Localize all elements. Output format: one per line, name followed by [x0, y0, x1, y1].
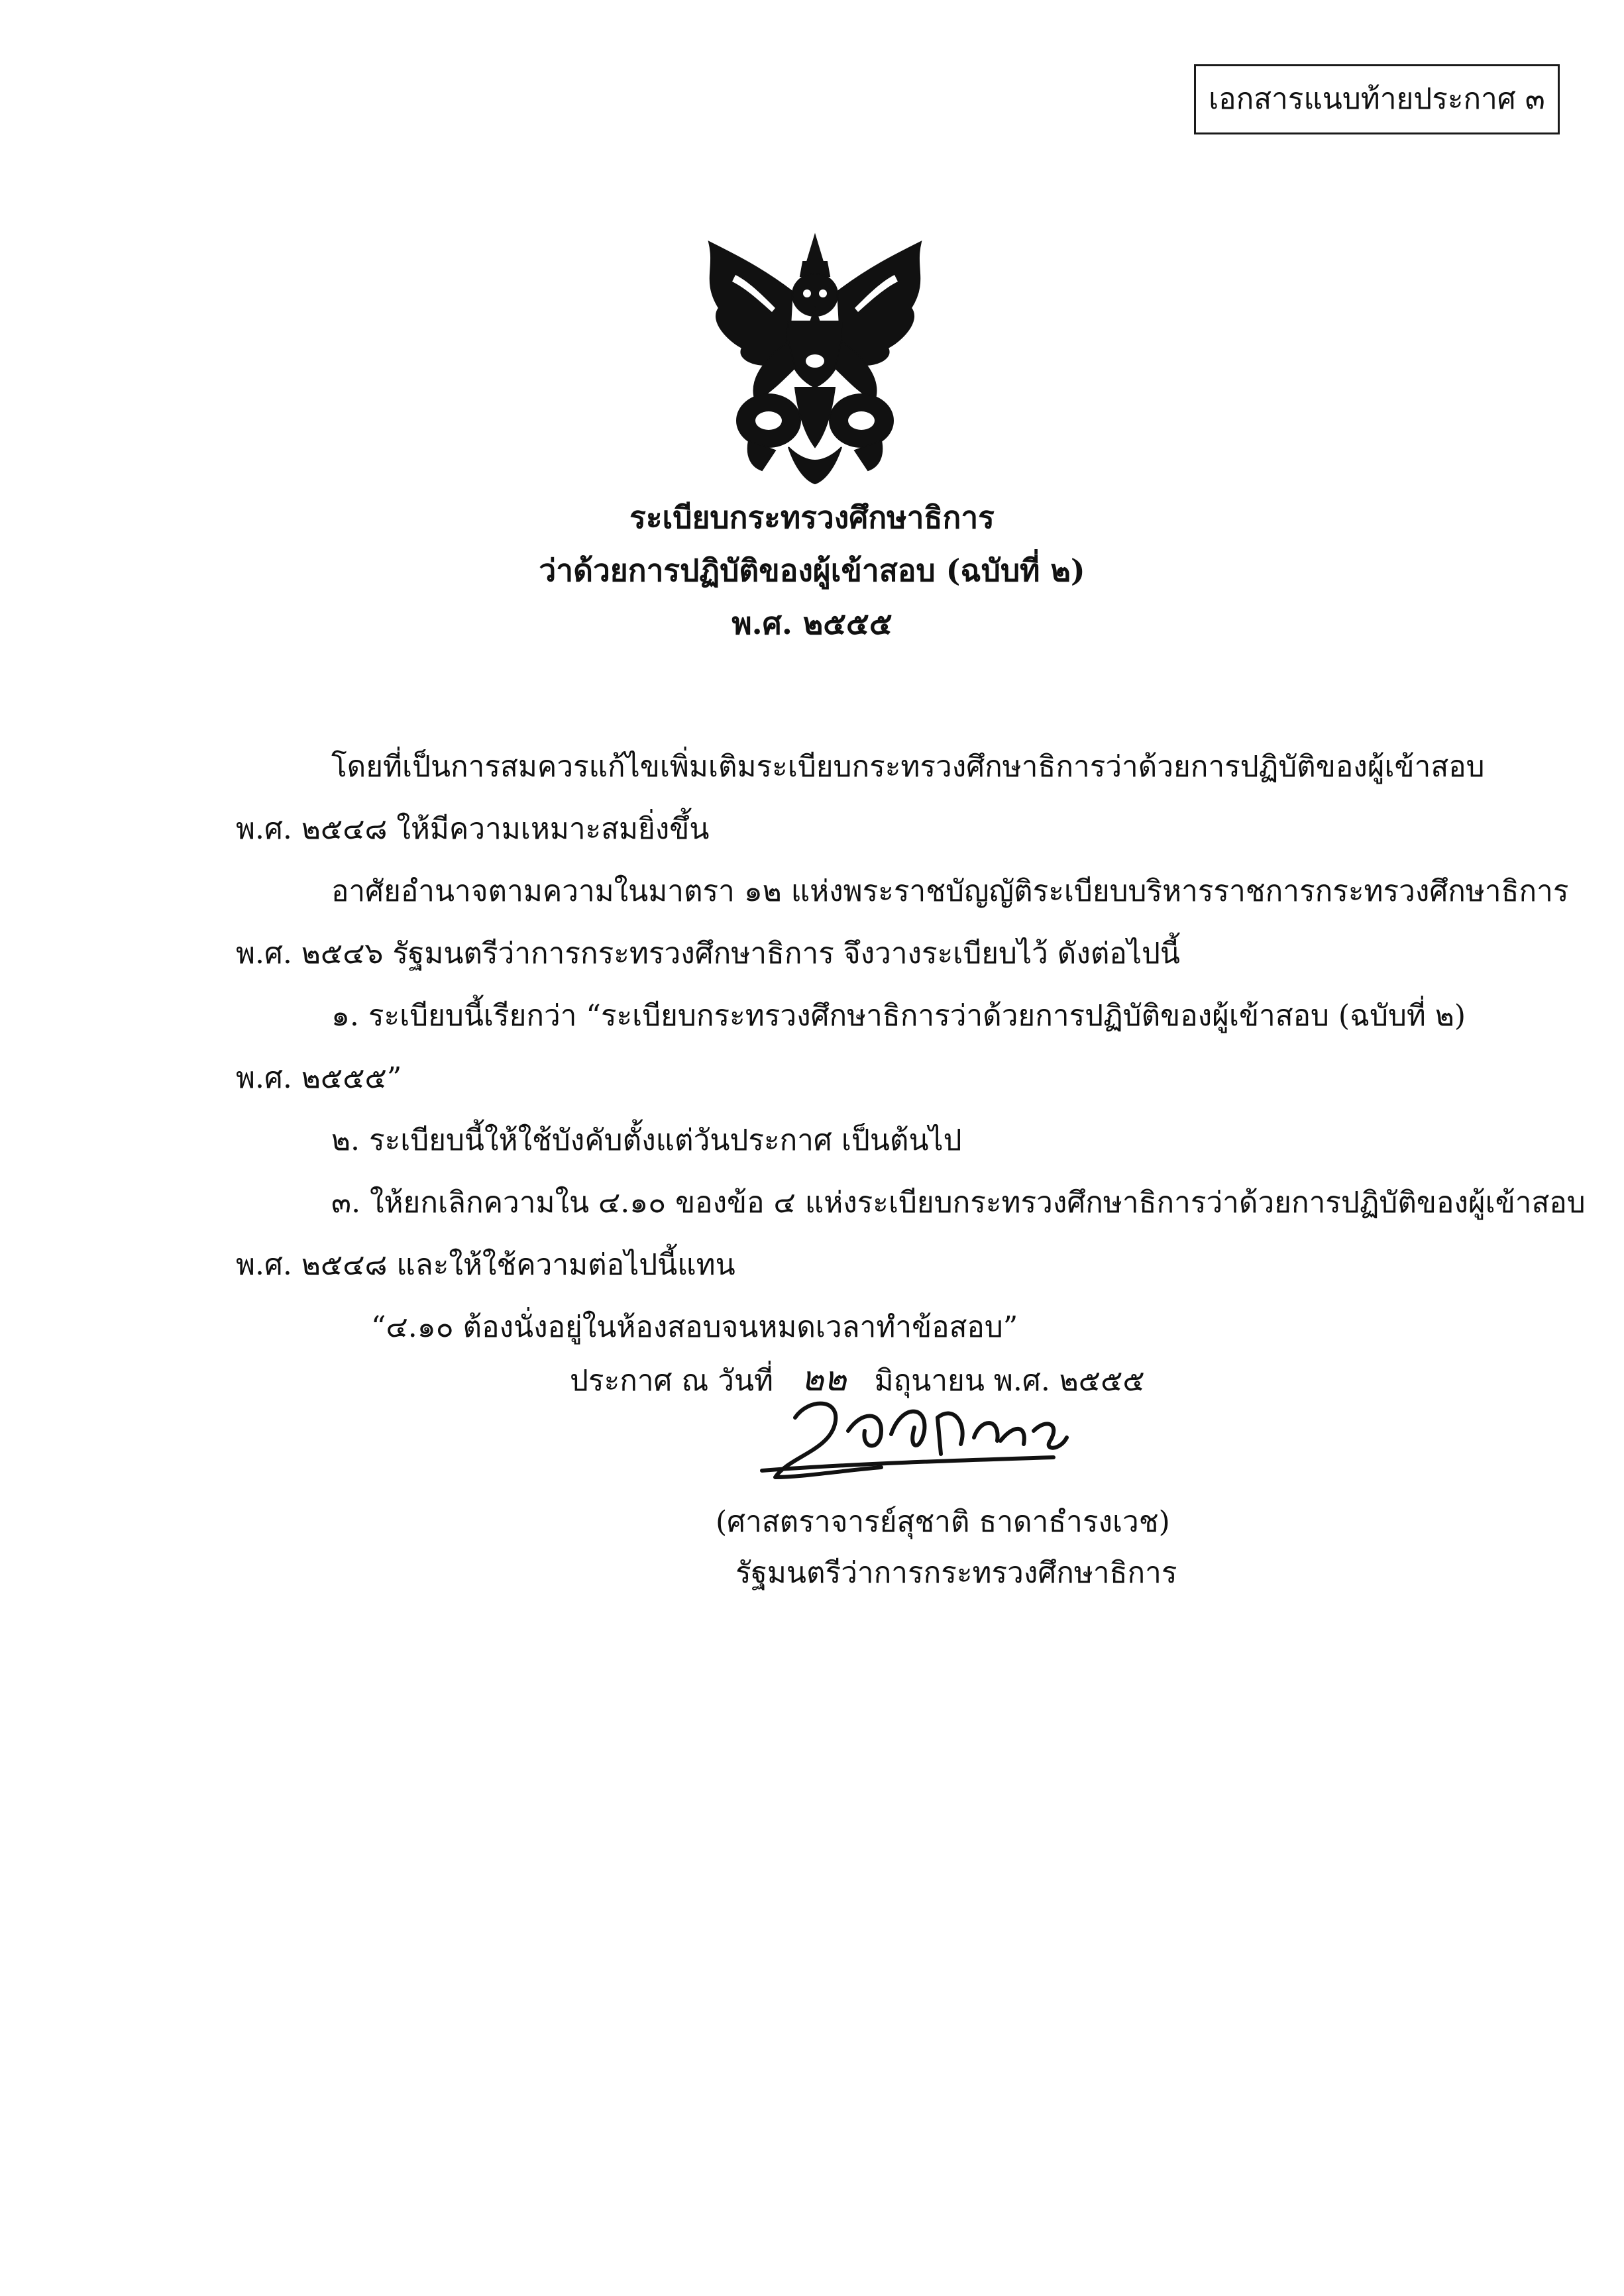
paragraph-1-line-2: พ.ศ. ๒๕๔๘ ให้มีความเหมาะสมยิ่งขึ้น [236, 812, 710, 846]
announcement-day: ๒๒ [801, 1359, 847, 1399]
signatory-name: (ศาสตราจารย์สุชาติ ธาดาธำรงเวช) [716, 1505, 1170, 1539]
garuda-emblem-icon [689, 229, 941, 487]
signatory-position: รัฐมนตรีว่าการกระทรวงศึกษาธิการ [735, 1556, 1177, 1590]
title-line-1: ระเบียบกระทรวงศึกษาธิการ [629, 499, 995, 535]
clause-3-quote: “๔.๑๐ ต้องนั่งอยู่ในห้องสอบจนหมดเวลาทำข้อสอบ” [371, 1310, 1018, 1344]
paragraph-1-line-1: โดยที่เป็นการสมควรแก้ไขเพิ่มเติมระเบียบกระทรวงศึกษาธิการว่าด้วยการปฏิบัติของผู้เข้าสอบ [331, 750, 1485, 784]
signature-mark [749, 1378, 1093, 1497]
attachment-label: เอกสารแนบท้ายประกาศ ๓ [1194, 64, 1560, 134]
clause-3-line-1: ๓. ให้ยกเลิกความใน ๔.๑๐ ของข้อ ๔ แห่งระเบียบกระทรวงศึกษาธิการว่าด้วยการปฏิบัติของผู้เข้าสอบ [331, 1186, 1586, 1220]
clause-1-line-2: พ.ศ. ๒๕๕๕” [236, 1061, 402, 1095]
paragraph-2-line-2: พ.ศ. ๒๕๔๖ รัฐมนตรีว่าการกระทรวงศึกษาธิการ จึงวางระเบียบไว้ ดังต่อไปนี้ [236, 937, 1180, 970]
paragraph-2-line-1: อาศัยอำนาจตามความในมาตรา ๑๒ แห่งพระราชบัญญัติระเบียบบริหารราชการกระทรวงศึกษาธิการ [331, 874, 1569, 908]
announcement-prefix: ประกาศ ณ วันที่ [570, 1364, 774, 1398]
title-line-2: ว่าด้วยการปฏิบัติของผู้เข้าสอบ (ฉบับที่ ๒) [539, 552, 1085, 588]
announcement-month-year: มิถุนายน พ.ศ. ๒๕๕๕ [874, 1364, 1145, 1398]
title-line-3: พ.ศ. ๒๕๕๕ [731, 605, 893, 641]
clause-1-line-1: ๑. ระเบียบนี้เรียกว่า “ระเบียบกระทรวงศึกษาธิการว่าด้วยการปฏิบัติของผู้เข้าสอบ (ฉบับที่ ๒) [331, 999, 1466, 1033]
clause-3-line-2: พ.ศ. ๒๕๔๘ และให้ใช้ความต่อไปนี้แทน [236, 1248, 735, 1282]
clause-2-line-1: ๒. ระเบียบนี้ให้ใช้บังคับตั้งแต่วันประกาศ เป็นต้นไป [331, 1123, 962, 1157]
